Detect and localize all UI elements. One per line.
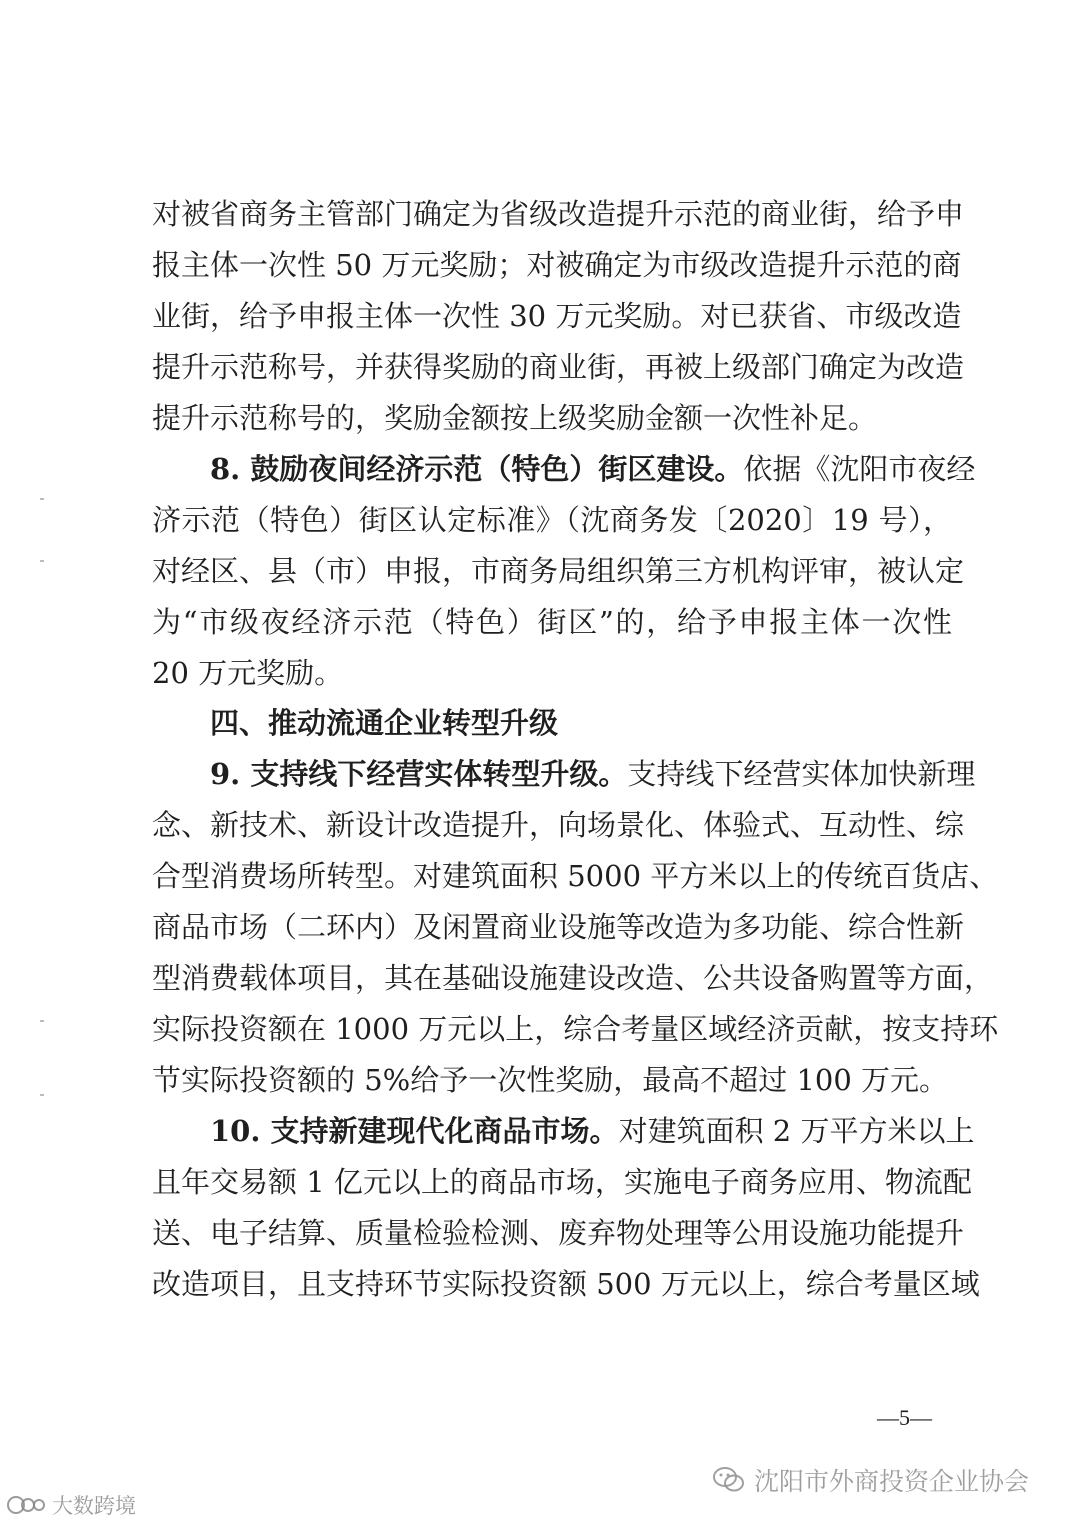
para1-line-4: 提升示范称号，并获得奖励的商业街，再被上级部门确定为改造	[152, 350, 965, 384]
page-number: —5—	[877, 1405, 932, 1430]
section-heading-4: 四、推动流通企业转型升级	[210, 706, 559, 740]
para3-line-5: 型消费载体项目，其在基础设施建设改造、公共设备购置等方面，	[152, 961, 994, 995]
item9-title: 9. 支持线下经营实体转型升级。	[210, 757, 628, 791]
para4-line-1	[210, 1111, 975, 1151]
wechat-icon	[712, 1465, 746, 1495]
watermark-left	[6, 1490, 136, 1520]
watermark-left-text: 大数跨境	[52, 1494, 136, 1518]
para3-line-1	[210, 754, 976, 794]
para4-line-4: 改造项目，且支持环节实际投资额 500 万元以上，综合考量区域	[152, 1267, 980, 1301]
watermark-right-text: 沈阳市外商投资企业协会	[754, 1467, 1030, 1496]
para3-line-6: 实际投资额在 1000 万元以上，综合考量区域经济贡献，按支持环	[152, 1012, 999, 1046]
para3-line-3: 合型消费场所转型。对建筑面积 5000 平方米以上的传统百货店、	[152, 859, 999, 893]
binding-mark	[40, 498, 44, 500]
watermark-right	[712, 1462, 1029, 1498]
binding-mark	[40, 560, 44, 562]
item8-title: 8. 鼓励夜间经济示范（特色）街区建设。	[210, 452, 744, 486]
binding-mark	[40, 1020, 44, 1022]
para3-line-4: 商品市场（二环内）及闲置商业设施等改造为多功能、综合性新	[152, 910, 965, 944]
para2-line-5: 20 万元奖励。	[152, 656, 344, 690]
para1-line-2: 报主体一次性 50 万元奖励；对被确定为市级改造提升示范的商	[152, 248, 962, 282]
para1-line-3: 业街，给予申报主体一次性 30 万元奖励。对已获省、市级改造	[152, 299, 962, 333]
item9-text: 支持线下经营实体加快新理	[627, 757, 976, 791]
para3-line-7: 节实际投资额的 5%给予一次性奖励，最高不超过 100 万元。	[152, 1063, 949, 1097]
para2-line-4: 为“市级夜经济示范（特色）街区”的，给予申报主体一次性	[152, 605, 952, 639]
para1-line-5: 提升示范称号的，奖励金额按上级奖励金额一次性补足。	[152, 401, 878, 435]
item10-title: 10. 支持新建现代化商品市场。	[210, 1114, 619, 1148]
para4-line-3: 送、电子结算、质量检验检测、废弃物处理等公用设施功能提升	[152, 1216, 965, 1250]
para2-line-3: 对经区、县（市）申报，市商务局组织第三方机构评审，被认定	[152, 554, 965, 588]
item10-text: 对建筑面积 2 万平方米以上	[618, 1114, 975, 1148]
logo-icon	[6, 1493, 46, 1517]
para2-line-2: 济示范（特色）街区认定标准》（沈商务发〔2020〕19 号），	[152, 503, 952, 537]
para2-line-1	[210, 449, 976, 489]
binding-mark	[40, 1094, 44, 1096]
para3-line-2: 念、新技术、新设计改造提升，向场景化、体验式、互动性、综	[152, 808, 965, 842]
para4-line-2: 且年交易额 1 亿元以上的商品市场，实施电子商务应用、物流配	[152, 1165, 972, 1199]
item8-text: 依据《沈阳市夜经	[743, 452, 976, 486]
para1-line-1: 对被省商务主管部门确定为省级改造提升示范的商业街，给予申	[152, 197, 965, 231]
